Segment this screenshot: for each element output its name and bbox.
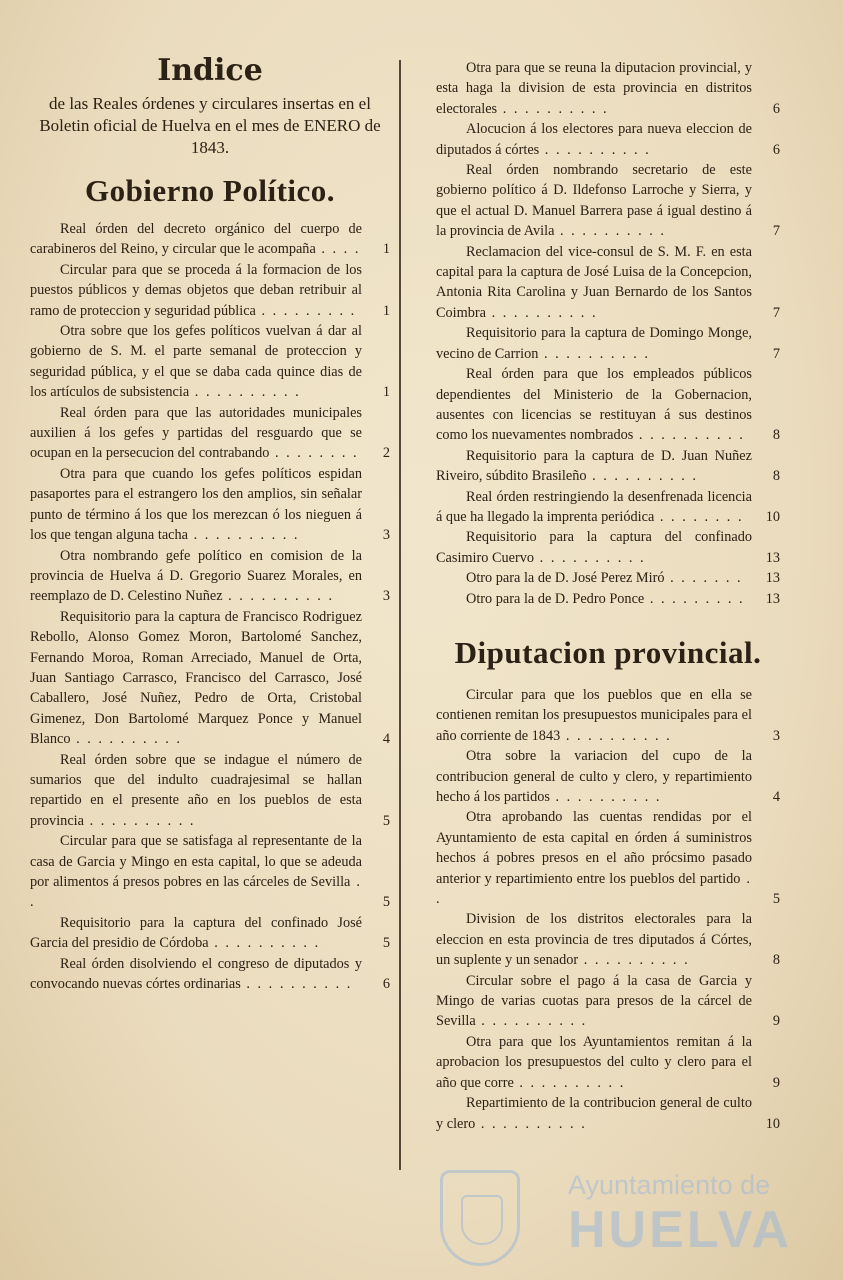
index-entry	[436, 971, 780, 1032]
entry-text: Otra para que cuando los gefes políticos espidan pasaportes para el estrangero los den amplios, sin señalar punto de término á los que los merezcan ó los nieguen á los que tengan alguna tacha	[30, 465, 362, 544]
entry-text: Otra sobre que los gefes políticos vuelvan á dar al gobierno de S. M. el parte semanal de proteccion y seguridad pública, y el que se daba cada quince dias de los artículos de subsistencia	[30, 323, 362, 401]
dot-leader: . . . . . . . . . .	[475, 1115, 587, 1132]
index-entry	[436, 364, 780, 446]
entry-text: Requisitorio para la captura de Domingo Monge, vecino de Carrion	[436, 325, 752, 362]
entry-page-number: 6	[772, 141, 780, 158]
entry-text: Real órden para que los empleados públicos dependientes del Ministerio de la Gobernacion, ausentes con licencias se restituyan á sus destinos como los nuevamentes nombrados	[436, 366, 752, 444]
entry-page-number: 7	[772, 223, 780, 240]
dot-leader: . . . . . . . . . .	[240, 976, 353, 993]
section-title-gobierno: Gobierno Político.	[84, 173, 336, 208]
index-entry	[436, 589, 780, 609]
dot-leader: . . . . . . . . . .	[538, 345, 650, 362]
dot-leader: . . . . . . . . . .	[475, 1013, 588, 1030]
entry-text: Otra para que los Ayuntamientos remitan á la aprobacion los presupuestos del culto y clero para el año que corre	[436, 1033, 752, 1091]
entry-page-number: 8	[772, 952, 780, 969]
dot-leader: . . . . . . . . . .	[513, 1074, 626, 1091]
entry-list-gobierno-left	[30, 219, 390, 994]
entry-text: Reclamacion del vice-consul de S. M. F. en esta capital para la captura de José Luisa de la Concepcion, Antonia Rita Carolina y Juan Bernardo de los Santos Coimbra	[436, 243, 752, 321]
dot-leader: . . . . . . .	[664, 570, 743, 587]
index-entry	[436, 323, 780, 364]
entry-text: Circular para que se proceda á la formacion de los puestos públicos y demas objetos que deban retribuir al ramo de proteccion y seguridad pública	[30, 261, 362, 319]
watermark-logo	[440, 1170, 793, 1270]
entry-list-diputacion	[436, 685, 780, 1134]
index-entry	[30, 546, 390, 607]
entry-text: Real órden disolviendo el congreso de diputados y convocando nuevas córtes ordinarias	[30, 955, 362, 993]
watermark-line1: Ayuntamiento de	[568, 1170, 771, 1200]
entry-page-number: 1	[382, 302, 390, 319]
dot-leader: . . . . . . . . . .	[534, 549, 646, 566]
entry-page-number: 4	[382, 731, 390, 748]
dot-leader: . . . . . . . .	[269, 445, 359, 462]
entry-page-number: 3	[382, 527, 390, 544]
entry-text: Requisitorio para la captura del confinado Casimiro Cuervo	[436, 529, 752, 566]
section-title-diputacion: Diputacion provincial.	[454, 634, 762, 670]
entry-text: Real órden para que las autoridades municipales auxilien á los gefes y partidas del resguardo que se ocupan en la persecucion del contrabando	[30, 404, 362, 462]
entry-page-number: 5	[772, 891, 780, 908]
entry-text: Real órden restringiendo la desenfrenada licencia á que ha llegado la imprenta periódica	[436, 488, 752, 525]
index-entry	[30, 831, 390, 913]
entry-text: Otra nombrando gefe político en comision de la provincia de Huelva á D. Gregorio Suarez Morales, en reemplazo de D. Celestino Nuñez	[30, 547, 362, 605]
dot-leader: . . . . . . . . . .	[633, 427, 745, 444]
entry-page-number: 6	[772, 100, 780, 117]
dot-leader: . . . . . . . . . .	[554, 223, 666, 240]
index-entry	[30, 913, 390, 954]
entry-page-number: 5	[382, 894, 390, 911]
dot-leader: . . . . . . . . . .	[189, 384, 301, 401]
index-entry	[30, 750, 390, 832]
left-column	[30, 0, 390, 994]
page-title: Indice	[157, 53, 263, 88]
dot-leader: . . . . . . . . . .	[208, 935, 321, 952]
index-entry	[436, 568, 780, 588]
entry-text: Requisitorio para la captura del confinado José Garcia del presidio de Córdoba	[30, 914, 362, 952]
dot-leader: . . . . . . . . . .	[586, 468, 698, 485]
index-entry	[30, 260, 390, 321]
entry-text: Real órden nombrando secretario de este gobierno político á D. Ildefonso Larroche y Sierra, y que el actual D. Manuel Barrera pase á igual destino á la provincia de Avila	[436, 162, 752, 240]
dot-leader: . . . . . . . .	[654, 508, 744, 525]
entry-page-number: 9	[772, 1074, 780, 1091]
dot-leader: . . . . . . . . . .	[578, 952, 690, 969]
entry-text: Otra sobre la variacion del cupo de la contribucion general de culto y clero, y repartimiento hecho á los partidos	[436, 748, 752, 805]
entry-page-number: 1	[382, 241, 390, 258]
index-entry	[30, 219, 390, 260]
entry-text: Alocucion á los electores para nueva eleccion de diputados á córtes	[436, 121, 752, 158]
entry-text: Otro para la de D. Pedro Ponce	[466, 590, 645, 607]
entry-text: Otro para la de D. José Perez Miró	[466, 570, 665, 587]
dot-leader: . . . . . . . . . .	[188, 527, 300, 544]
index-entry	[436, 242, 780, 324]
index-entry	[436, 160, 780, 242]
index-intro: de las Reales órdenes y circulares insertas en el Boletin oficial de Huelva en el mes de ENERO de 1843.	[39, 94, 381, 157]
index-entry	[30, 403, 390, 464]
watermark-line2: HUELVA	[568, 1201, 793, 1259]
dot-leader: . . . . . . . . . .	[84, 812, 196, 829]
entry-text: Repartimiento de la contribucion general de culto y clero	[436, 1095, 752, 1132]
dot-leader: . . . . . . . . .	[255, 302, 357, 319]
entry-text: Real órden sobre que se indague el número de sumarios que del indulto cuadrajesimal se hallan repartido en el presente año en los pueblos de esta provincia	[30, 751, 362, 829]
column-divider	[399, 60, 401, 1170]
entry-page-number: 6	[382, 976, 390, 993]
entry-page-number: 5	[382, 935, 390, 952]
dot-leader: . .	[436, 870, 752, 908]
index-entry	[436, 1032, 780, 1093]
index-entry	[436, 58, 780, 119]
entry-text: Otra para que se reuna la diputacion provincial, y esta haga la division de esta provincia en distritos electorales	[436, 60, 752, 117]
entry-page-number: 9	[772, 1013, 780, 1030]
index-entry	[30, 321, 390, 403]
entry-page-number: 7	[772, 304, 780, 321]
index-entry	[436, 487, 780, 528]
index-entry	[436, 1093, 780, 1134]
index-entry	[30, 464, 390, 546]
entry-page-number: 10	[765, 1115, 780, 1132]
entry-text: Circular para que se satisfaga al representante de la casa de Garcia y Mingo en esta capital, lo que se adeuda por alimentos á presos pobres en las cárceles de Sevilla	[30, 833, 362, 890]
entry-page-number: 8	[772, 427, 780, 444]
dot-leader: . .	[30, 874, 362, 911]
right-column	[436, 0, 780, 1134]
index-entry	[436, 807, 780, 909]
entry-text: Requisitorio para la captura de D. Juan Nuñez Riveiro, súbdito Brasileño	[436, 447, 752, 485]
dot-leader: . . . . . . . . .	[644, 590, 745, 607]
entry-text: Circular para que los pueblos que en ella se contienen remitan los presupuestos municipales para el año corriente de 1843	[436, 686, 752, 744]
index-entry	[436, 119, 780, 160]
entry-text: Circular sobre el pago á la casa de Garcia y Mingo de varias cuotas para presos de la cárcel de Sevilla	[436, 972, 752, 1030]
index-entry	[436, 746, 780, 807]
entry-page-number: 2	[382, 445, 390, 462]
entry-page-number: 3	[382, 588, 390, 605]
entry-text: Otra aprobando las cuentas rendidas por el Ayuntamiento de esta capital en órden á suministros hechos á pobres presos en el año prócsimo pasado anterior y repartimiento entre los pueblos del partido	[436, 809, 752, 887]
entry-page-number: 7	[772, 345, 780, 362]
entry-page-number: 1	[382, 384, 390, 401]
entry-text: Division de los distritos electorales para la eleccion en esta provincia de tres diputados á Córtes, un suplente y un senador	[436, 911, 752, 969]
entry-page-number: 4	[772, 789, 780, 805]
entry-page-number: 13	[765, 590, 780, 607]
dot-leader: . . . . . . . . . .	[539, 141, 651, 158]
entry-text: Requisitorio para la captura de Francisco Rodriguez Rebollo, Alonso Gomez Moron, Bartolomé Sanchez, Fernando Moroa, Roman Arreciado, Manuel de Orta, Juan Santiago Carrasco, Francisco del Carrasco, José Caballero, José Nuñez, Pedro de Orta, Cristobal Gimenez, Don Bartolomé Marquez Ponce y Manuel Blanco	[30, 608, 362, 748]
entry-page-number: 3	[772, 727, 780, 744]
entry-page-number: 5	[382, 812, 390, 829]
entry-page-number: 13	[765, 570, 780, 587]
entry-page-number: 13	[765, 549, 780, 566]
entry-text: Real órden del decreto orgánico del cuerpo de carabineros del Reino, y circular que le acompaña	[30, 221, 362, 258]
index-entry	[30, 954, 390, 995]
dot-leader: . . . . . . . . . .	[70, 731, 182, 748]
dot-leader: . . . . . . . . . .	[486, 304, 598, 321]
shield-icon	[440, 1170, 520, 1266]
index-entry	[436, 685, 780, 746]
entry-page-number: 8	[772, 468, 780, 485]
entry-list-gobierno-right	[436, 58, 780, 609]
index-entry	[436, 446, 780, 487]
index-entry	[436, 909, 780, 970]
index-entry	[436, 527, 780, 568]
index-entry	[30, 607, 390, 750]
dot-leader: . . . . . . . . . .	[497, 100, 609, 117]
dot-leader: . . . .	[315, 241, 361, 258]
entry-page-number: 10	[765, 508, 780, 525]
dot-leader: . . . . . . . . . .	[560, 727, 672, 744]
dot-leader: . . . . . . . . . .	[222, 588, 335, 605]
dot-leader: . . . . . . . . . .	[549, 789, 662, 805]
